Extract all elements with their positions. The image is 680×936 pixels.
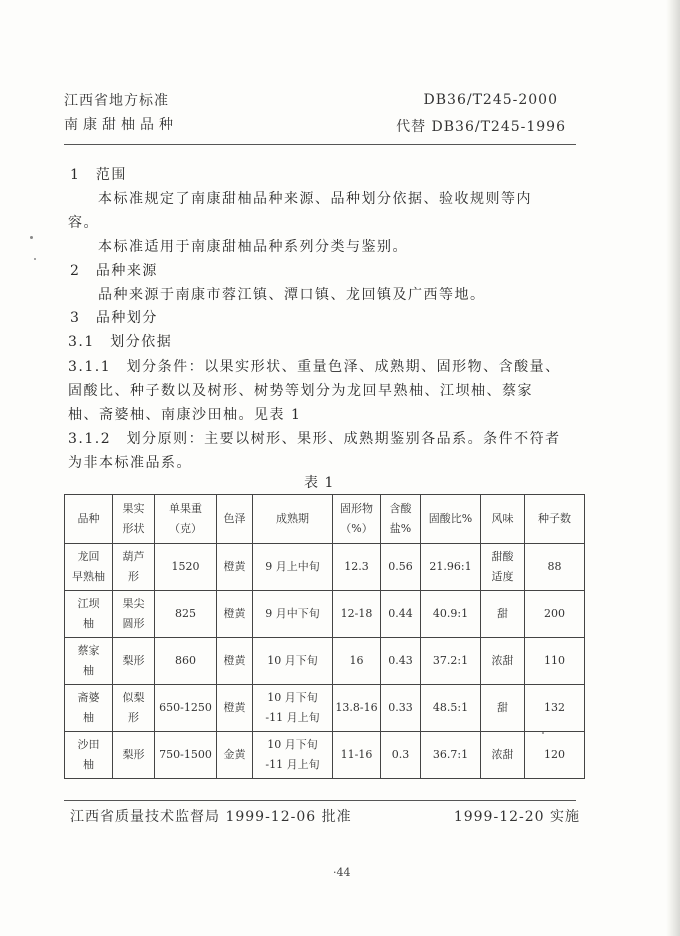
cell-line: 适度 xyxy=(491,570,514,583)
cell-line: 柚 xyxy=(83,617,94,630)
table-cell xyxy=(481,732,525,779)
table-cell xyxy=(525,685,585,732)
section-1-para-1-line-1: 本标准规定了南康甜柚品种来源、品种划分依据、验收规则等内 xyxy=(98,191,532,207)
table-cell xyxy=(253,732,333,779)
table-cell xyxy=(155,544,217,591)
table-row xyxy=(65,591,585,638)
cell-line: 蔡家 xyxy=(77,644,100,657)
cell-line: 36.7:1 xyxy=(432,748,469,761)
table-cell xyxy=(525,544,585,591)
table-cell xyxy=(421,685,481,732)
table-cell xyxy=(253,685,333,732)
cell-line: 甜 xyxy=(497,607,508,620)
table-cell xyxy=(155,591,217,638)
cell-line: （%） xyxy=(340,522,373,535)
cell-line: 盐% xyxy=(389,522,412,535)
scan-speck xyxy=(30,236,33,239)
cell-line: 0.56 xyxy=(388,560,413,573)
table-header-cell xyxy=(217,495,253,544)
table-header-row xyxy=(65,495,585,544)
cell-line: 早熟柚 xyxy=(72,570,105,583)
cell-line: 825 xyxy=(175,607,196,620)
cell-line: 橙黄 xyxy=(223,607,246,620)
header-org: 江西省地方标准 xyxy=(64,93,169,109)
cell-line: 浓甜 xyxy=(491,748,514,761)
table-cell xyxy=(381,638,421,685)
cell-line: 固形物 xyxy=(340,502,373,515)
cell-line: 种子数 xyxy=(538,512,571,525)
table-cell xyxy=(113,544,155,591)
table-cell xyxy=(217,732,253,779)
scan-edge-shadow xyxy=(666,0,680,936)
table-header-cell xyxy=(381,495,421,544)
cell-line: 形 xyxy=(128,570,139,583)
cell-line: 9 月中下旬 xyxy=(265,607,320,620)
cell-line: 斋婆 xyxy=(77,691,100,704)
header-title: 南康甜柚品种 xyxy=(64,117,178,133)
cell-line: 37.2:1 xyxy=(432,654,469,667)
footer-approval: 江西省质量技术监督局 1999-12-06 批准 xyxy=(70,809,352,825)
table-cell xyxy=(421,544,481,591)
section-1-para-1-line-2: 容。 xyxy=(68,215,99,231)
cell-line: 风味 xyxy=(491,512,514,525)
header-rule xyxy=(64,144,576,145)
cell-line: 梨形 xyxy=(122,748,145,761)
cell-line: 40.9:1 xyxy=(432,607,469,620)
table-cell xyxy=(253,591,333,638)
scan-speck xyxy=(34,258,36,260)
cell-line: 10 月下旬 xyxy=(267,738,318,751)
cell-line: 橙黄 xyxy=(223,701,246,714)
cell-line: 品种 xyxy=(77,512,100,525)
table-header-cell xyxy=(481,495,525,544)
section-3-1-1-line-3: 柚、斋婆柚、南康沙田柚。见表 1 xyxy=(68,407,302,423)
cell-line: （克） xyxy=(169,522,202,535)
table-cell xyxy=(421,732,481,779)
table-cell xyxy=(113,732,155,779)
table-cell xyxy=(253,544,333,591)
table-row xyxy=(65,732,585,779)
section-3-1-heading: 3.1 划分依据 xyxy=(68,334,173,350)
cell-line: 9 月上中旬 xyxy=(265,560,320,573)
cell-line: 132 xyxy=(544,701,565,714)
table-header-cell xyxy=(525,495,585,544)
variety-table xyxy=(64,494,585,779)
cell-line: 果尖 xyxy=(122,597,145,610)
table-cell xyxy=(217,544,253,591)
section-3-1-1-line-2: 固酸比、种子数以及树形、树势等划分为龙回早熟柚、江坝柚、蔡家 xyxy=(68,383,533,399)
table-cell xyxy=(525,732,585,779)
table-cell xyxy=(481,638,525,685)
table-cell xyxy=(65,732,113,779)
cell-line: 果实 xyxy=(122,502,145,515)
table-cell xyxy=(421,638,481,685)
section-1-para-2: 本标准适用于南康甜柚品种系列分类与鉴别。 xyxy=(98,239,408,255)
cell-line: 葫芦 xyxy=(122,550,145,563)
cell-line: -11 月上旬 xyxy=(265,711,320,724)
cell-line: 橙黄 xyxy=(223,560,246,573)
cell-line: 10 月下旬 xyxy=(267,654,318,667)
cell-line: 860 xyxy=(175,654,196,667)
table-cell xyxy=(381,685,421,732)
table-header-cell xyxy=(65,495,113,544)
cell-line: 0.3 xyxy=(391,748,410,761)
table-cell xyxy=(65,638,113,685)
cell-line: 固酸比% xyxy=(428,512,473,525)
cell-line: 甜酸 xyxy=(491,550,514,563)
footer-implement: 1999-12-20 实施 xyxy=(453,809,580,825)
cell-line: 梨形 xyxy=(122,654,145,667)
table-cell xyxy=(481,544,525,591)
cell-line: 金黄 xyxy=(223,748,246,761)
cell-line: 0.44 xyxy=(388,607,413,620)
cell-line: 柚 xyxy=(83,711,94,724)
cell-line: 含酸 xyxy=(389,502,412,515)
table-cell xyxy=(155,685,217,732)
table-cell xyxy=(217,685,253,732)
table-cell xyxy=(155,638,217,685)
cell-line: 成熟期 xyxy=(276,512,309,525)
cell-line: 柚 xyxy=(83,758,94,771)
table-header-cell xyxy=(333,495,381,544)
header-code: DB36/T245-2000 xyxy=(423,92,558,108)
table-cell xyxy=(333,544,381,591)
footer-rule xyxy=(64,800,576,801)
scan-speck xyxy=(542,732,544,734)
table-row xyxy=(65,685,585,732)
cell-line: 龙回 xyxy=(77,550,100,563)
cell-line: 沙田 xyxy=(77,738,100,751)
cell-line: 12.3 xyxy=(344,560,369,573)
table-cell xyxy=(217,591,253,638)
section-1-heading: 1 范围 xyxy=(70,167,127,183)
table-header-cell xyxy=(113,495,155,544)
cell-line: 21.96:1 xyxy=(429,560,472,573)
cell-line: 橙黄 xyxy=(223,654,246,667)
section-2-heading: 2 品种来源 xyxy=(70,263,158,279)
table-row xyxy=(65,638,585,685)
cell-line: 650-1250 xyxy=(159,701,212,714)
cell-line: 11-16 xyxy=(340,748,373,761)
cell-line: 120 xyxy=(544,748,565,761)
table-cell xyxy=(113,591,155,638)
table-header-cell xyxy=(155,495,217,544)
table-cell xyxy=(525,591,585,638)
cell-line: 750-1500 xyxy=(159,748,212,761)
section-3-1-1-line-1: 3.1.1 划分条件：以果实形状、重量色泽、成熟期、固形物、含酸量、 xyxy=(68,359,561,375)
table-cell xyxy=(333,638,381,685)
table-cell xyxy=(525,638,585,685)
header-replaces: 代替 DB36/T245-1996 xyxy=(396,119,566,135)
section-3-1-2-line-2: 为非本标准品系。 xyxy=(68,455,192,471)
cell-line: 圆形 xyxy=(122,617,145,630)
table-cell xyxy=(333,732,381,779)
cell-line: 浓甜 xyxy=(491,654,514,667)
table-row xyxy=(65,544,585,591)
cell-line: 13.8-16 xyxy=(335,701,378,714)
cell-line: 88 xyxy=(547,560,562,573)
cell-line: 形 xyxy=(128,711,139,724)
table-cell xyxy=(65,591,113,638)
table-cell xyxy=(113,685,155,732)
cell-line: 110 xyxy=(544,654,565,667)
table-cell xyxy=(155,732,217,779)
cell-line: 10 月下旬 xyxy=(267,691,318,704)
table-cell xyxy=(481,685,525,732)
cell-line: 甜 xyxy=(497,701,508,714)
cell-line: 似梨 xyxy=(122,691,145,704)
cell-line: 48.5:1 xyxy=(432,701,469,714)
cell-line: 0.43 xyxy=(388,654,413,667)
table-cell xyxy=(421,591,481,638)
cell-line: -11 月上旬 xyxy=(265,758,320,771)
table-cell xyxy=(65,544,113,591)
table-cell xyxy=(253,638,333,685)
cell-line: 单果重 xyxy=(169,502,202,515)
table-caption: 表 1 xyxy=(304,475,335,491)
table-body xyxy=(65,495,585,779)
cell-line: 0.33 xyxy=(388,701,413,714)
cell-line: 200 xyxy=(544,607,565,620)
page-number: ·44 xyxy=(333,866,351,879)
table-cell xyxy=(381,732,421,779)
cell-line: 江坝 xyxy=(77,597,100,610)
cell-line: 柚 xyxy=(83,664,94,677)
table-cell xyxy=(333,685,381,732)
table-cell xyxy=(65,685,113,732)
cell-line: 16 xyxy=(349,654,364,667)
table-cell xyxy=(217,638,253,685)
table-cell xyxy=(381,591,421,638)
section-2-para: 品种来源于南康市蓉江镇、潭口镇、龙回镇及广西等地。 xyxy=(98,287,486,303)
cell-line: 形状 xyxy=(122,522,145,535)
section-3-1-2-line-1: 3.1.2 划分原则：主要以树形、果形、成熟期鉴别各品系。条件不符者 xyxy=(68,431,561,447)
table-header-cell xyxy=(253,495,333,544)
section-3-heading: 3 品种划分 xyxy=(70,310,158,326)
table-cell xyxy=(381,544,421,591)
table-cell xyxy=(113,638,155,685)
table-header-cell xyxy=(421,495,481,544)
table-cell xyxy=(333,591,381,638)
table-cell xyxy=(481,591,525,638)
cell-line: 1520 xyxy=(171,560,200,573)
cell-line: 色泽 xyxy=(223,512,246,525)
cell-line: 12-18 xyxy=(340,607,373,620)
